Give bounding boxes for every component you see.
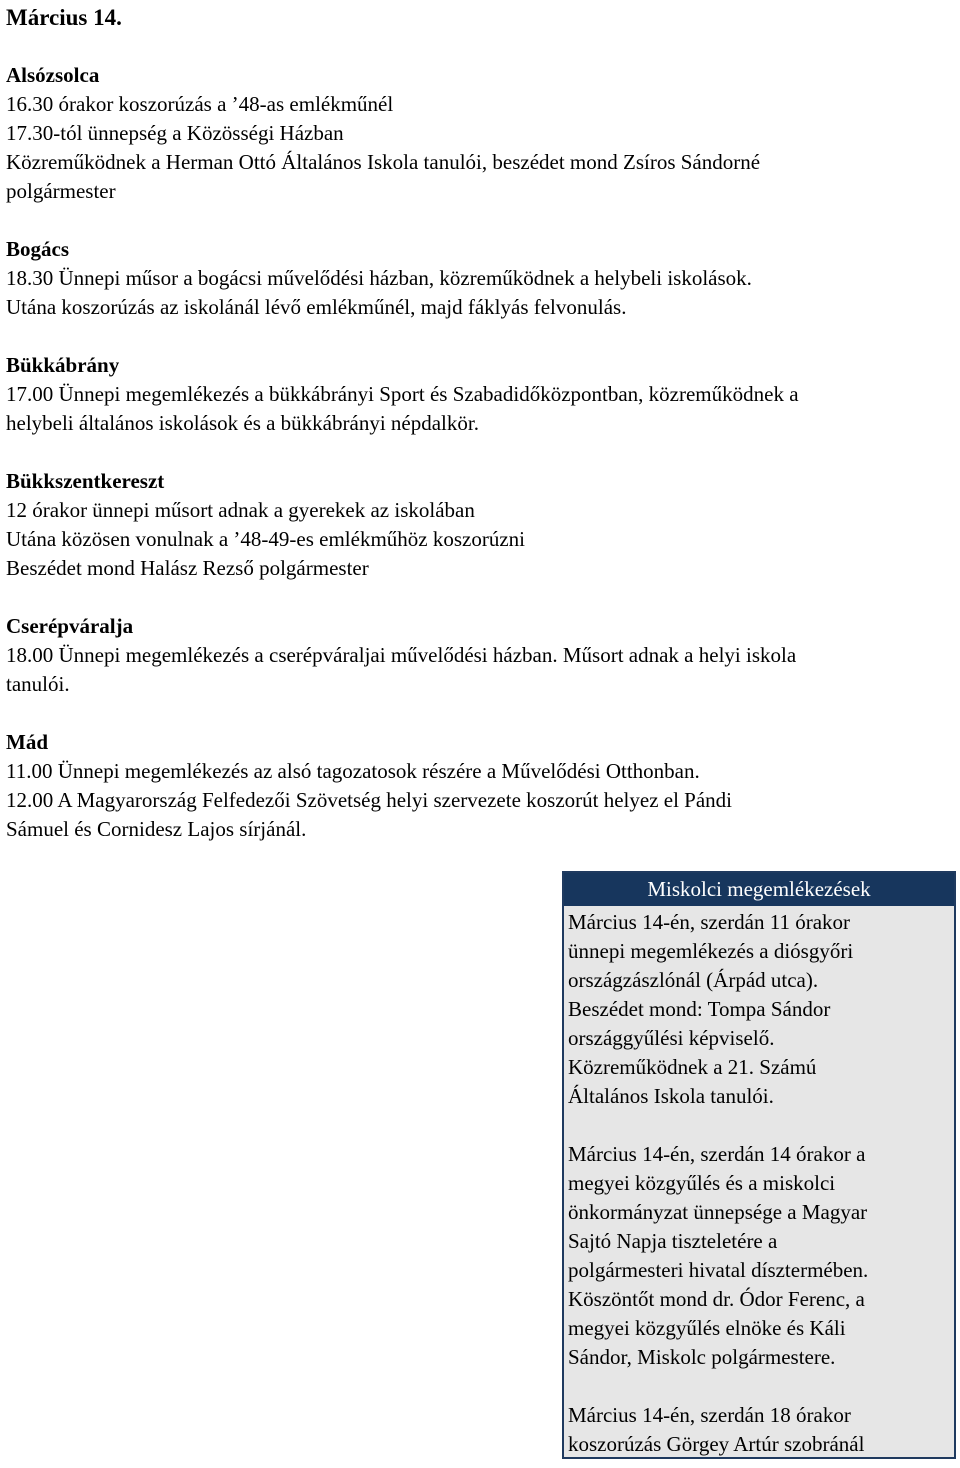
box-line: Március 14-én, szerdán 11 órakor (568, 910, 851, 934)
page-title: Március 14. (6, 5, 122, 30)
section-line: 17.30-tól ünnepség a Közösségi Házban (6, 121, 344, 145)
box-line: Sajtó Napja tiszteletére a (568, 1229, 778, 1253)
box-body (564, 906, 954, 1459)
box-line: polgármesteri hivatal dísztermében. (568, 1258, 869, 1282)
box-line: Közreműködnek a 21. Számú (568, 1055, 817, 1079)
box-line: koszorúzás Görgey Artúr szobránál (568, 1432, 865, 1456)
section-line: 16.30 órakor koszorúzás a ’48-as emlékműnél (6, 92, 394, 116)
section-title: Mád (6, 730, 48, 754)
box-line: Köszöntőt mond dr. Ódor Ferenc, a (568, 1287, 865, 1311)
section-line: 17.00 Ünnepi megemlékezés a bükkábrányi Sport és Szabadidőközpontban, közreműködnek a (6, 382, 799, 406)
box-line: Beszédet mond: Tompa Sándor (568, 997, 831, 1021)
section-line: 12 órakor ünnepi műsort adnak a gyerekek az iskolában (6, 498, 475, 522)
section-title: Cserépváralja (6, 614, 134, 638)
box-line: Március 14-én, szerdán 14 órakor a (568, 1142, 866, 1166)
box-line: megyei közgyűlés és a miskolci (568, 1171, 836, 1195)
event-section (6, 612, 956, 699)
box-paragraph (568, 908, 950, 1111)
document-body (6, 0, 956, 844)
section-line: Utána koszorúzás az iskolánál lévő emlékműnél, majd fáklyás felvonulás. (6, 295, 627, 319)
box-line: önkormányzat ünnepsége a Magyar (568, 1200, 868, 1224)
miskolc-events-box (562, 871, 956, 1459)
section-line: tanulói. (6, 672, 70, 696)
section-line: 12.00 A Magyarország Felfedezői Szövetség helyi szervezete koszorút helyez el Pándi (6, 788, 733, 812)
box-line: megyei közgyűlés elnöke és Káli (568, 1316, 846, 1340)
box-line: országzászlónál (Árpád utca). (568, 968, 819, 992)
box-line: Sándor, Miskolc polgármestere. (568, 1345, 836, 1369)
section-line: Utána közösen vonulnak a ’48-49-es emlékműhöz koszorúzni (6, 527, 526, 551)
section-line: Közreműködnek a Herman Ottó Általános Iskola tanulói, beszédet mond Zsíros Sándorné (6, 150, 761, 174)
section-line: 18.30 Ünnepi műsor a bogácsi művelődési házban, közreműködnek a helybeli iskolások. (6, 266, 752, 290)
event-section (6, 351, 956, 438)
event-sections (6, 61, 956, 844)
box-line: Általános Iskola tanulói. (568, 1084, 774, 1108)
box-paragraph (568, 1140, 950, 1372)
section-title: Bogács (6, 237, 69, 261)
box-line: Március 14-én, szerdán 18 órakor (568, 1403, 851, 1427)
event-section (6, 61, 956, 206)
event-section (6, 467, 956, 583)
section-line: Beszédet mond Halász Rezső polgármester (6, 556, 369, 580)
event-section (6, 235, 956, 322)
section-line: 18.00 Ünnepi megemlékezés a cserépváraljai művelődési házban. Műsort adnak a helyi iskola (6, 643, 797, 667)
event-section (6, 728, 956, 844)
box-line: országgyűlési képviselő. (568, 1026, 775, 1050)
box-title: Miskolci megemlékezések (564, 873, 954, 906)
section-line: 11.00 Ünnepi megemlékezés az alsó tagozatosok részére a Művelődési Otthonban. (6, 759, 700, 783)
box-line: ünnepi megemlékezés a diósgyőri (568, 939, 854, 963)
section-line: Sámuel és Cornidesz Lajos sírjánál. (6, 817, 307, 841)
section-line: polgármester (6, 179, 116, 203)
box-paragraph (568, 1401, 950, 1459)
section-line: helybeli általános iskolások és a bükkábrányi népdalkör. (6, 411, 479, 435)
section-title: Bükkábrány (6, 353, 120, 377)
section-title: Bükkszentkereszt (6, 469, 165, 493)
section-title: Alsózsolca (6, 63, 100, 87)
